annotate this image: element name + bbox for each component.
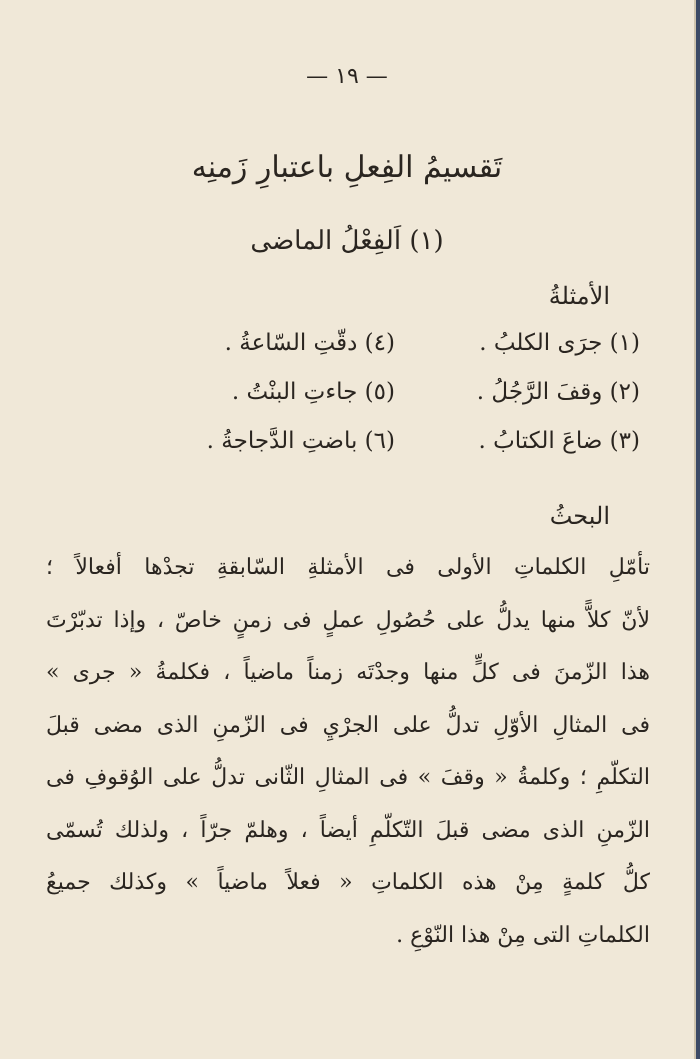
paragraph-line: التكلّمِ ؛ وكلمةُ « وقفَ » فى المثالِ الثّانى تدلُّ على الوُقوفِ فى [46,765,650,790]
discussion-heading: البحثُ [549,502,610,530]
example-item: (٤) دقّتِ السّاعةُ . [224,330,395,356]
example-row [150,379,640,428]
paragraph-line: فى المثالِ الأوّلِ تدلُّ على الجرْيِ فى الزّمنِ الذى مضى قبلَ [46,712,650,738]
example-item: (٢) وقفَ الرَّجُلُ . [476,379,640,405]
examples-list [150,330,640,477]
discussion-paragraph [46,548,650,968]
example-row [150,428,640,477]
example-row [150,330,640,379]
paragraph-line: هذا الزّمنَ فى كلٍّ منها وجدْتَه زمناً ماضياً ، فكلمةُ « جرى » [46,660,650,685]
paragraph-line: كلُّ كلمةٍ مِنْ هذه الكلماتِ « فعلاً ماضياً » وكذلك جميعُ [46,870,650,895]
page-title: تَقسيمُ الفِعلِ باعتبارِ زَمنِه [191,150,503,185]
page-number: — ١٩ — [306,64,388,89]
paragraph-line: الزّمنِ الذى مضى قبلَ التّكلّمِ أيضاً ، وهلمّ جرّاً ، ولذلك تُسمّى [46,817,650,843]
example-item: (٥) جاءتِ البنْتُ . [231,379,395,405]
example-item: (٣) ضاعَ الكتابُ . [478,428,640,454]
example-item: (١) جرَى الكلبُ . [479,330,640,356]
examples-heading: الأمثلةُ [548,282,610,310]
example-item: (٦) باضتِ الدَّجاجةُ . [206,428,395,454]
paragraph-line: لأنّ كلاًّ منها يدلُّ على حُصُولِ عملٍ فى زمنٍ خاصّ ، وإذا تدبّرْتَ [46,607,650,633]
paragraph-line: الكلماتِ التى مِنْ هذا النّوْعِ . [396,922,650,948]
paragraph-line: تأمّلِ الكلماتِ الأولى فى الأمثلةِ السّابقةِ تجدْها أفعالاً ؛ [46,555,650,580]
section-subtitle: (١) اَلفِعْلُ الماضى [250,226,444,256]
